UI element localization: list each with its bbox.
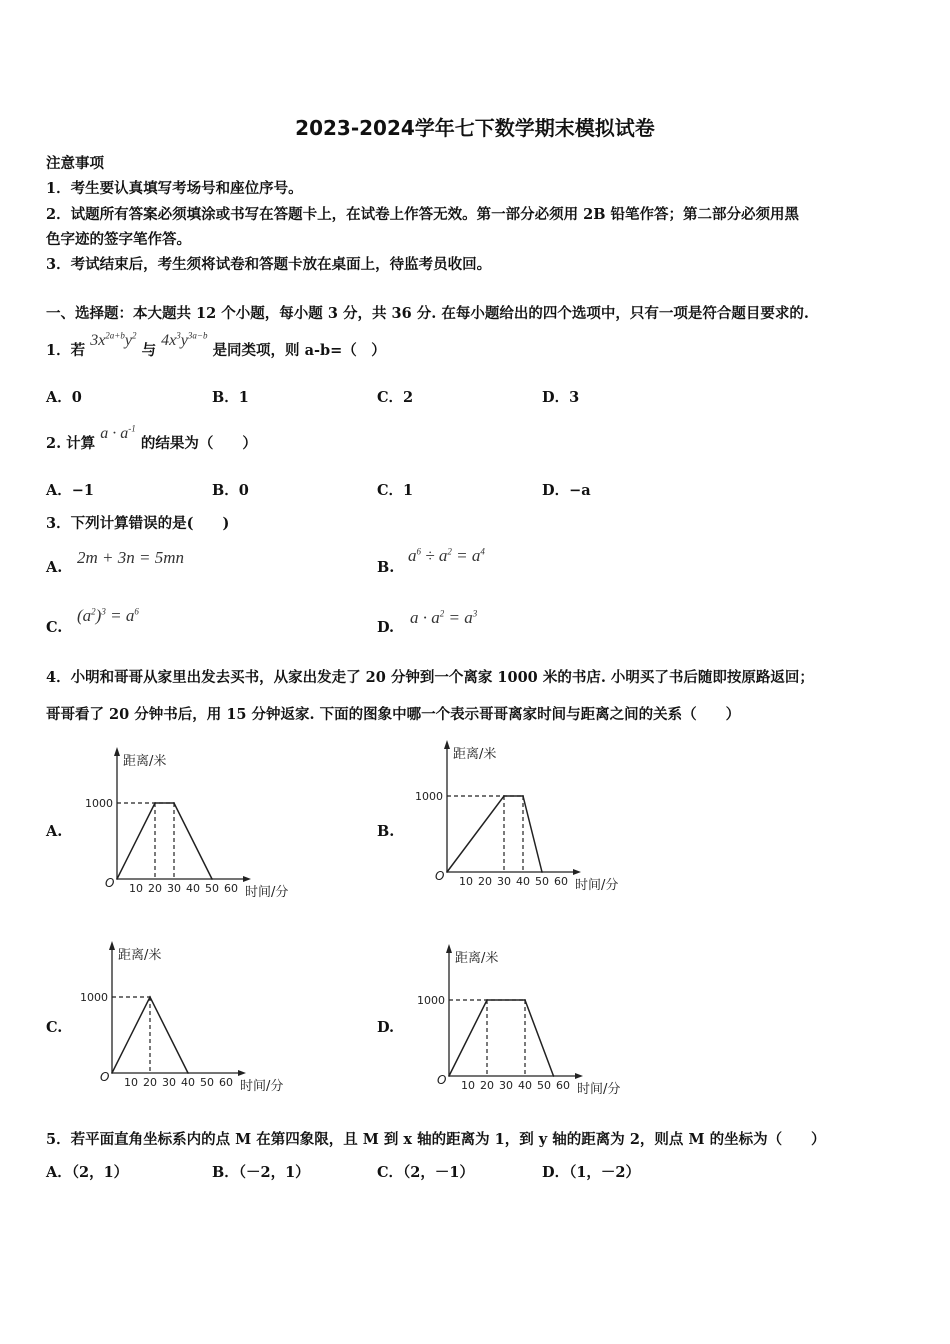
q3-option-c-expr: $(a^2)^3 = a^6$ — [77, 606, 139, 625]
data-point — [522, 795, 524, 797]
x-tick-label: 10 — [459, 875, 473, 888]
q5-option-a[interactable]: A．（2，1） — [46, 1164, 129, 1181]
x-tick-label: 50 — [205, 882, 219, 895]
q2-suffix: 的结果为（ ） — [140, 435, 257, 452]
q2-option-b[interactable]: B．0 — [212, 482, 249, 499]
x-tick-label: 50 — [200, 1076, 214, 1089]
data-point — [446, 871, 448, 873]
q5-option-b[interactable]: B．（－2，1） — [212, 1164, 310, 1181]
q1-expr-1: $3x^{2a+b}y^2$ — [90, 330, 137, 349]
y-axis-label: 距离/米 — [118, 948, 162, 963]
q1-option-c[interactable]: C．2 — [377, 389, 414, 406]
x-tick-label: 40 — [516, 875, 530, 888]
data-point — [486, 999, 488, 1001]
data-point — [448, 1075, 450, 1077]
y-axis-label: 距离/米 — [455, 951, 499, 966]
q3-option-a-expr: 2m + 3n = 5mn — [77, 548, 184, 567]
x-axis-label: 时间/分 — [577, 1082, 621, 1097]
data-point — [154, 802, 156, 804]
page-title: 2023-2024学年七下数学期末模拟试卷 — [295, 116, 655, 140]
x-tick-label: 20 — [478, 875, 492, 888]
data-point — [211, 878, 213, 880]
question-1 — [46, 329, 386, 359]
x-tick-label: 20 — [480, 1079, 494, 1092]
x-tick-label: 60 — [556, 1079, 570, 1092]
q3-option-b-expr: $a^6 \div a^2 = a^4$ — [408, 546, 485, 565]
y-axis-arrow — [114, 747, 120, 756]
q4-line-1: 4．小明和哥哥从家里出发去买书，从家出发走了 20 分钟到一个离家 1000 米的书店. 小明买了书后随即按原路返回； — [46, 669, 814, 686]
data-point — [541, 871, 543, 873]
q4-label-c[interactable]: C. — [46, 1019, 63, 1036]
notice-item-3: 3．考试结束后，考生须将试卷和答题卡放在桌面上，待监考员收回。 — [46, 256, 492, 273]
q1-option-a[interactable]: A．0 — [46, 389, 82, 406]
x-tick-label: 40 — [186, 882, 200, 895]
y-tick-label: 1000 — [415, 790, 443, 803]
q1-option-d[interactable]: D．3 — [542, 389, 580, 406]
origin-label: O — [435, 869, 445, 883]
x-axis-label: 时间/分 — [575, 878, 619, 893]
x-tick-label: 40 — [181, 1076, 195, 1089]
series-line — [449, 1000, 554, 1076]
y-tick-label: 1000 — [85, 797, 113, 810]
x-tick-label: 20 — [148, 882, 162, 895]
x-tick-label: 30 — [499, 1079, 513, 1092]
data-point — [503, 795, 505, 797]
y-axis-arrow — [446, 944, 452, 953]
x-axis-arrow — [243, 876, 251, 882]
q3-label-d[interactable]: D. — [377, 619, 395, 636]
q4-label-d[interactable]: D. — [377, 1019, 395, 1036]
notice-item-1: 1．考生要认真填写考场号和座位序号。 — [46, 180, 303, 197]
section-heading: 一、选择题：本大题共 12 个小题，每小题 3 分，共 36 分. 在每小题给出的四个选项中，只有一项是符合题目要求的. — [46, 305, 809, 322]
data-point — [149, 996, 151, 998]
data-point — [524, 999, 526, 1001]
data-point — [187, 1072, 189, 1074]
q1-option-b[interactable]: B．1 — [212, 389, 249, 406]
x-tick-label: 60 — [554, 875, 568, 888]
q4-line-2: 哥哥看了 20 分钟书后，用 15 分钟返家. 下面的图象中哪一个表示哥哥离家时间与距离之间的关系（ ） — [46, 706, 741, 723]
notice-item-2-line-2: 色字迹的签字笔作答。 — [46, 231, 191, 248]
q3-label-c[interactable]: C. — [46, 619, 63, 636]
x-tick-label: 20 — [143, 1076, 157, 1089]
data-point — [553, 1075, 555, 1077]
y-tick-label: 1000 — [80, 991, 108, 1004]
data-point — [116, 878, 118, 880]
graph-b — [415, 736, 620, 896]
y-axis-arrow — [109, 941, 115, 950]
x-tick-label: 60 — [224, 882, 238, 895]
q2-option-a[interactable]: A．−1 — [46, 482, 94, 499]
q3-stem: 3．下列计算错误的是( ) — [46, 515, 230, 532]
q1-suffix: 是同类项，则 a-b=（ ） — [212, 342, 386, 359]
x-axis-label: 时间/分 — [240, 1079, 284, 1094]
q3-option-d-expr: $a \cdot a^2 = a^3$ — [410, 608, 478, 627]
x-axis-arrow — [238, 1070, 246, 1076]
x-tick-label: 50 — [537, 1079, 551, 1092]
q3-label-a[interactable]: A. — [46, 559, 63, 576]
series-line — [447, 796, 542, 872]
x-tick-label: 30 — [162, 1076, 176, 1089]
x-tick-label: 40 — [518, 1079, 532, 1092]
notice-item-2-line-1: 2．试题所有答案必须填涂或书写在答题卡上，在试卷上作答无效。第一部分必须用 2B 铅笔作答；第二部分必须用黑 — [46, 206, 800, 223]
x-tick-label: 30 — [167, 882, 181, 895]
x-tick-label: 30 — [497, 875, 511, 888]
x-axis-arrow — [573, 869, 581, 875]
origin-label: O — [437, 1073, 447, 1087]
q1-prefix: 1．若 — [46, 342, 86, 359]
x-tick-label: 10 — [124, 1076, 138, 1089]
q1-joiner: 与 — [141, 342, 157, 359]
x-tick-label: 10 — [129, 882, 143, 895]
y-axis-label: 距离/米 — [453, 747, 497, 762]
graph-c — [80, 937, 285, 1097]
y-tick-label: 1000 — [417, 994, 445, 1007]
q2-prefix: 2. 计算 — [46, 435, 96, 452]
y-axis-arrow — [444, 740, 450, 749]
data-point — [173, 802, 175, 804]
y-axis-label: 距离/米 — [123, 754, 167, 769]
graph-d — [417, 940, 622, 1100]
question-2 — [46, 422, 257, 452]
x-tick-label: 60 — [219, 1076, 233, 1089]
q2-expr: $a \cdot a^{-1}$ — [100, 423, 136, 442]
q5-stem: 5．若平面直角坐标系内的点 M 在第四象限，且 M 到 x 轴的距离为 1，到 y 轴的距离为 2，则点 M 的坐标为（ ） — [46, 1131, 826, 1148]
origin-label: O — [105, 876, 115, 890]
q4-label-a[interactable]: A. — [46, 823, 63, 840]
x-axis-label: 时间/分 — [245, 885, 289, 900]
q5-option-d[interactable]: D．（1，－2） — [542, 1164, 641, 1181]
data-point — [111, 1072, 113, 1074]
x-axis-arrow — [575, 1073, 583, 1079]
q5-option-c[interactable]: C．（2，－1） — [377, 1164, 474, 1181]
q4-label-b[interactable]: B. — [377, 823, 395, 840]
q1-expr-2: $4x^3y^{3a-b}$ — [161, 330, 208, 349]
x-tick-label: 10 — [461, 1079, 475, 1092]
q2-option-c[interactable]: C．1 — [377, 482, 414, 499]
q2-option-d[interactable]: D．−a — [542, 482, 591, 499]
q3-label-b[interactable]: B. — [377, 559, 395, 576]
origin-label: O — [100, 1070, 110, 1084]
graph-a — [85, 743, 290, 903]
series-line — [117, 803, 212, 879]
notice-heading: 注意事项 — [46, 155, 104, 172]
x-tick-label: 50 — [535, 875, 549, 888]
